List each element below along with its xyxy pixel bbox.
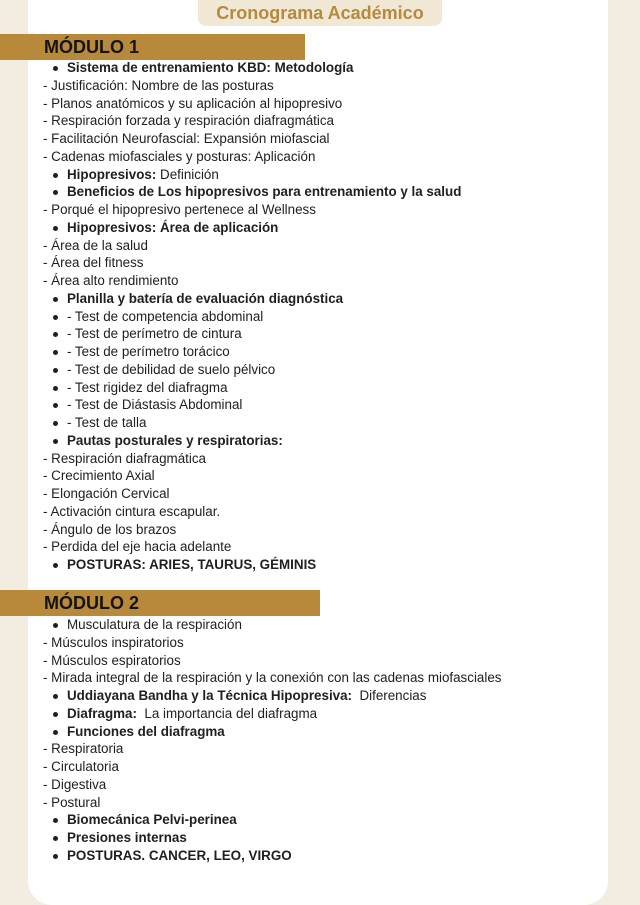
list-item	[0, 290, 620, 308]
list-item-text: - Test de perímetro de cintura	[67, 326, 242, 342]
list-item	[0, 634, 620, 652]
list-item	[0, 652, 620, 670]
list-item	[0, 361, 620, 379]
list-item-bold-text: Sistema de entrenamiento KBD: Metodología	[67, 60, 354, 75]
list-item	[0, 379, 620, 397]
list-item-text: - Test de competencia abdominal	[67, 308, 264, 324]
list-item	[0, 343, 620, 361]
list-item	[0, 740, 620, 758]
list-item-bold-text: POSTURAS. CANCER, LEO, VIRGO	[67, 847, 292, 863]
list-item-text: - Crecimiento Axial	[43, 468, 155, 484]
list-item	[0, 130, 620, 148]
list-item	[0, 201, 620, 219]
list-item-bold-text: Planilla y batería de evaluación diagnóstica	[67, 290, 344, 306]
list-item-bold-text: Beneficios de Los hipopresivos para entrenamiento y la salud	[67, 184, 462, 200]
list-item	[0, 485, 620, 503]
list-item-bold-text: Hipopresivos:	[67, 166, 157, 182]
module-2-heading: MÓDULO 2	[0, 590, 320, 616]
list-item-text: - Activación cintura escapular.	[43, 503, 221, 519]
list-item	[0, 237, 620, 255]
list-item-text: - Ángulo de los brazos	[43, 521, 177, 537]
list-item-text: - Test rigidez del diafragma	[67, 379, 228, 395]
list-item-bold-text: Biomecánica Pelvi-perinea	[67, 812, 237, 828]
list-item	[0, 183, 620, 201]
list-item	[0, 148, 620, 166]
list-item-text: - Perdida del eje hacia adelante	[43, 539, 232, 555]
list-item	[0, 758, 620, 776]
list-item-text: - Área alto rendimiento	[43, 273, 179, 288]
list-item	[0, 794, 620, 812]
list-item	[0, 95, 620, 113]
list-item-bold-text: Pautas posturales y respiratorias:	[67, 432, 283, 448]
list-item	[0, 847, 620, 865]
list-item	[0, 616, 620, 634]
list-item	[0, 432, 620, 450]
list-item-text: Musculatura de la respiración	[67, 617, 242, 632]
list-item	[0, 254, 620, 272]
list-item	[0, 521, 620, 539]
list-item	[0, 776, 620, 794]
list-item	[0, 705, 620, 723]
list-item	[0, 77, 620, 95]
list-item	[0, 467, 620, 485]
list-item	[0, 503, 620, 521]
list-item	[0, 414, 620, 432]
list-item	[0, 219, 620, 237]
list-item-text: - Test de perímetro torácico	[67, 344, 230, 359]
list-item-text: - Circulatoria	[43, 759, 119, 774]
list-item-text: - Porqué el hipopresivo pertenece al Wellness	[43, 202, 316, 217]
list-item-text: Diferencias	[352, 688, 427, 703]
list-item	[0, 538, 620, 556]
list-item-bold-text: Uddiayana Bandha y la Técnica Hipopresiva:	[67, 688, 353, 703]
list-item-text: - Área del fitness	[43, 255, 144, 271]
list-item	[0, 556, 620, 574]
list-item-text: - Área de la salud	[43, 237, 148, 253]
list-item-text: - Test de debilidad de suelo pélvico	[67, 361, 276, 377]
list-item-text: - Planos anatómicos y su aplicación al hipopresivo	[43, 95, 343, 111]
list-item-text: - Test de talla	[67, 415, 147, 430]
list-item	[0, 308, 620, 326]
list-item	[0, 450, 620, 468]
list-item-text: - Músculos espiratorios	[43, 652, 181, 668]
list-item-text: - Músculos inspiratorios	[43, 634, 184, 650]
list-item-text: - Respiración forzada y respiración diafragmática	[43, 113, 335, 129]
list-item-text: Definición	[156, 166, 219, 182]
list-item-text: - Cadenas miofasciales y posturas: Aplicación	[43, 148, 316, 164]
list-item-text: - Facilitación Neurofascial: Expansión miofascial	[43, 131, 330, 146]
module-1-heading: MÓDULO 1	[0, 34, 305, 60]
module-1-list	[0, 59, 620, 574]
list-item-text: - Digestiva	[43, 776, 107, 792]
list-item	[0, 396, 620, 414]
list-item-bold-text: Diafragma:	[67, 705, 137, 721]
list-item-bold-text: Presiones internas	[67, 830, 187, 845]
page-title: Cronograma Académico	[198, 0, 442, 26]
list-item	[0, 112, 620, 130]
list-item	[0, 829, 620, 847]
list-item-text: - Respiración diafragmática	[43, 450, 206, 466]
list-item	[0, 59, 620, 77]
list-item	[0, 811, 620, 829]
list-item-text: - Respiratoria	[43, 741, 124, 757]
list-item-text: - Test de Diástasis Abdominal	[67, 397, 243, 413]
list-item-bold-text: Funciones del diafragma	[67, 723, 225, 739]
list-item	[0, 687, 620, 705]
list-item	[0, 669, 620, 687]
list-item	[0, 272, 620, 290]
list-item	[0, 325, 620, 343]
module-2-list	[0, 616, 620, 865]
list-item	[0, 166, 620, 184]
list-item-text: - Justificación: Nombre de las posturas	[43, 77, 274, 93]
list-item-text: - Postural	[43, 794, 101, 810]
list-item-text: La importancia del diafragma	[136, 705, 318, 721]
list-item	[0, 723, 620, 741]
list-item-text: - Elongación Cervical	[43, 486, 170, 501]
list-item-text: - Mirada integral de la respiración y la conexión con las cadenas miofasciales	[43, 670, 502, 686]
list-item-bold-text: POSTURAS: ARIES, TAURUS, GÉMINIS	[67, 557, 317, 572]
list-item-bold-text: Hipopresivos: Área de aplicación	[67, 219, 279, 235]
